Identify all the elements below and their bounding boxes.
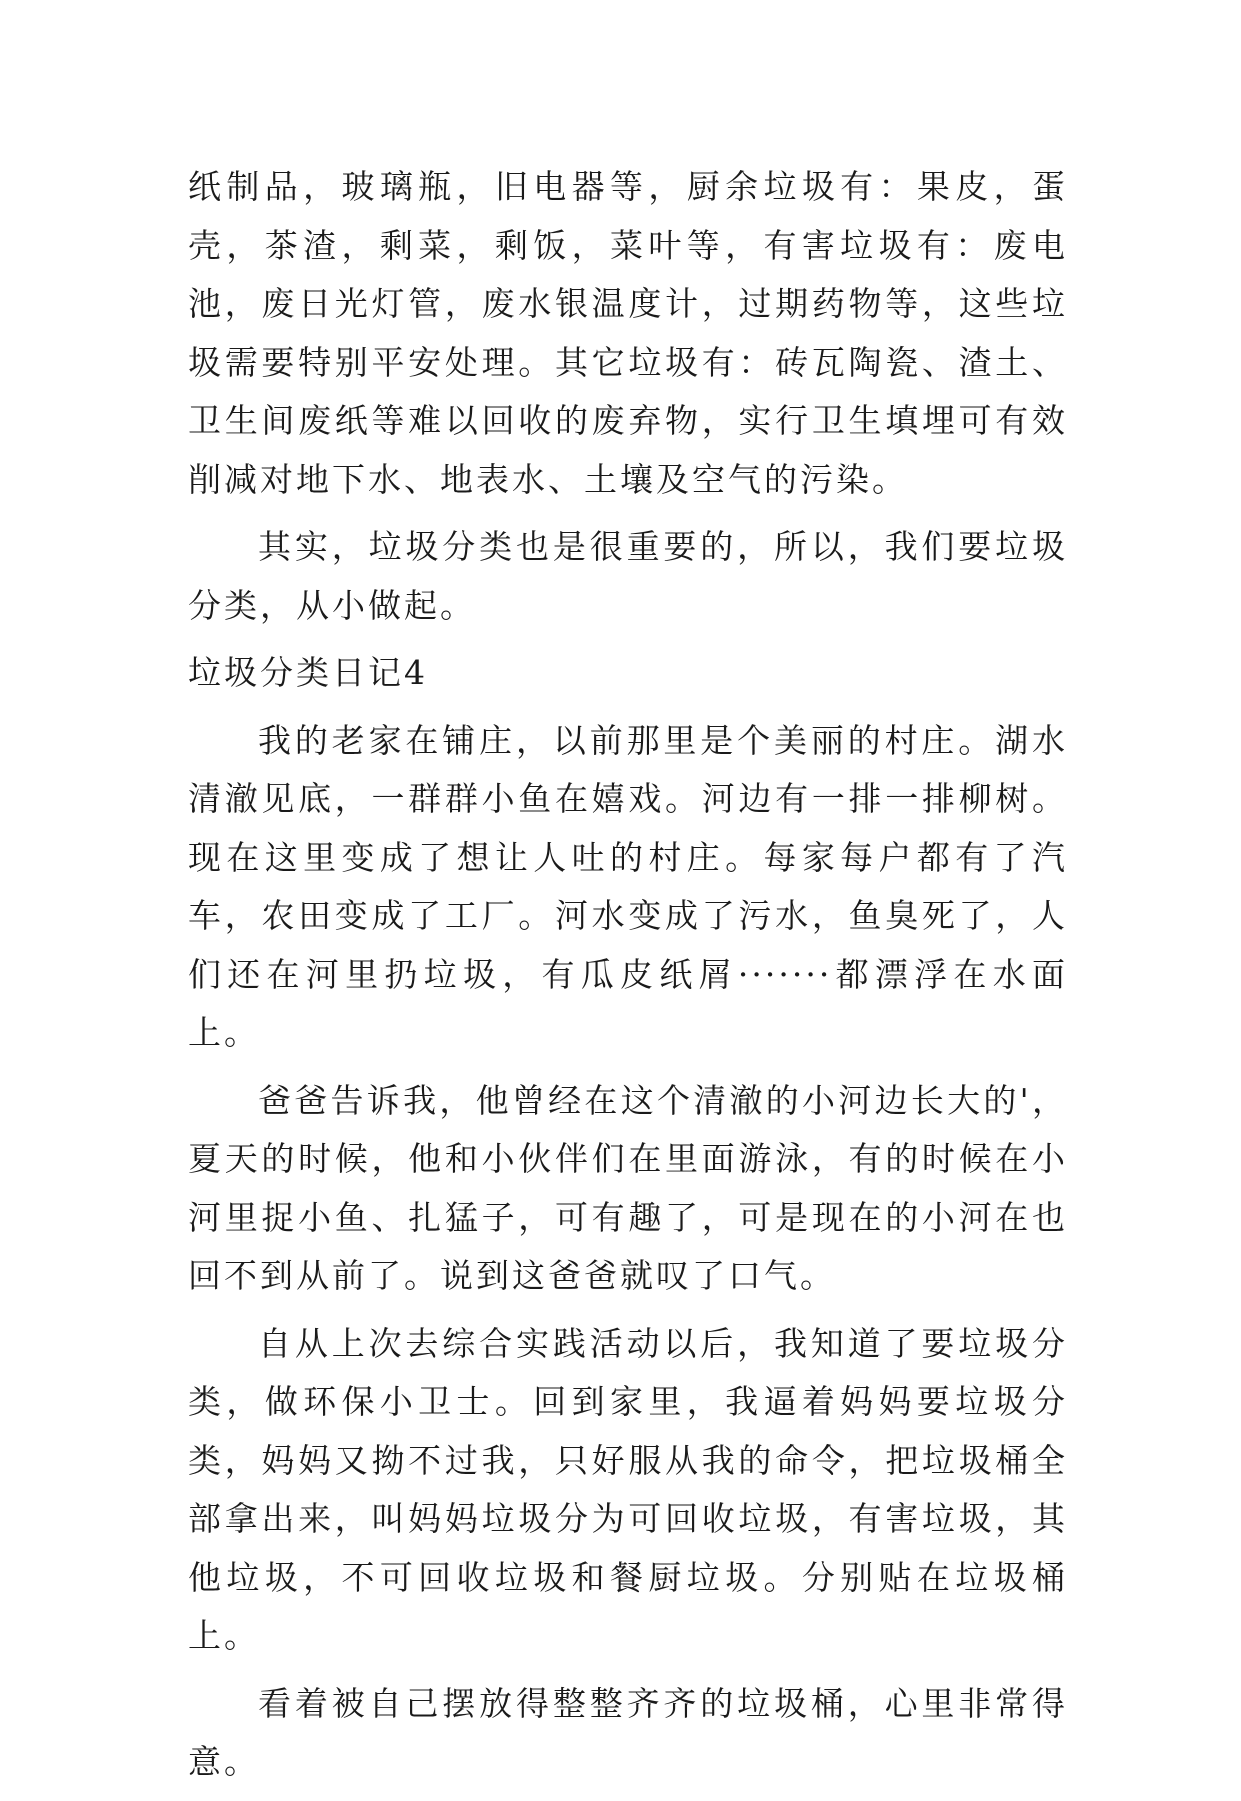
paragraph-sorting-at-home: 自从上次去综合实践活动以后，我知道了要垃圾分类，做环保小卫士。回到家里，我逼着妈妈要垃圾分类，妈妈又拗不过我，只好服从我的命令，把垃圾桶全部拿出来，叫妈妈垃圾分为可回收垃圾，有害垃圾，其他垃圾，不可回收垃圾和餐厨垃圾。分别贴在垃圾桶上。 [188, 1323, 1068, 1655]
section-heading: 垃圾分类日记4 [188, 653, 428, 692]
document-body [188, 158, 1068, 1801]
paragraph-father-story: 爸爸告诉我，他曾经在这个清澈的小河边长大的'，夏天的时候，他和小伙伴们在里面游泳，有的时候在小河里捉小鱼、扎猛子，可有趣了，可是现在的小河在也回不到从前了。说到这爸爸就叹了口气。 [188, 1080, 1068, 1295]
paragraph-ending: 看着被自己摆放得整整齐齐的垃圾桶，心里非常得意。 [188, 1683, 1068, 1781]
paragraph-hometown: 我的老家在铺庄，以前那里是个美丽的村庄。湖水清澈见底，一群群小鱼在嬉戏。河边有一排一排柳树。现在这里变成了想让人吐的村庄。每家每户都有了汽车，农田变成了工厂。河水变成了污水，鱼臭死了，人们还在河里扔垃圾，有瓜皮纸屑·······都漂浮在水面上。 [188, 720, 1068, 1052]
paragraph-waste-categories: 纸制品，玻璃瓶，旧电器等，厨余垃圾有：果皮，蛋壳，茶渣，剩菜，剩饭，菜叶等，有害垃圾有：废电池，废日光灯管，废水银温度计，过期药物等，这些垃圾需要特别平安处理。其它垃圾有：砖瓦陶瓷、渣土、卫生间废纸等难以回收的废弃物，实行卫生填埋可有效削减对地下水、地表水、土壤及空气的污染。 [188, 167, 1068, 499]
paragraph-conclusion: 其实，垃圾分类也是很重要的，所以，我们要垃圾分类，从小做起。 [188, 527, 1068, 625]
